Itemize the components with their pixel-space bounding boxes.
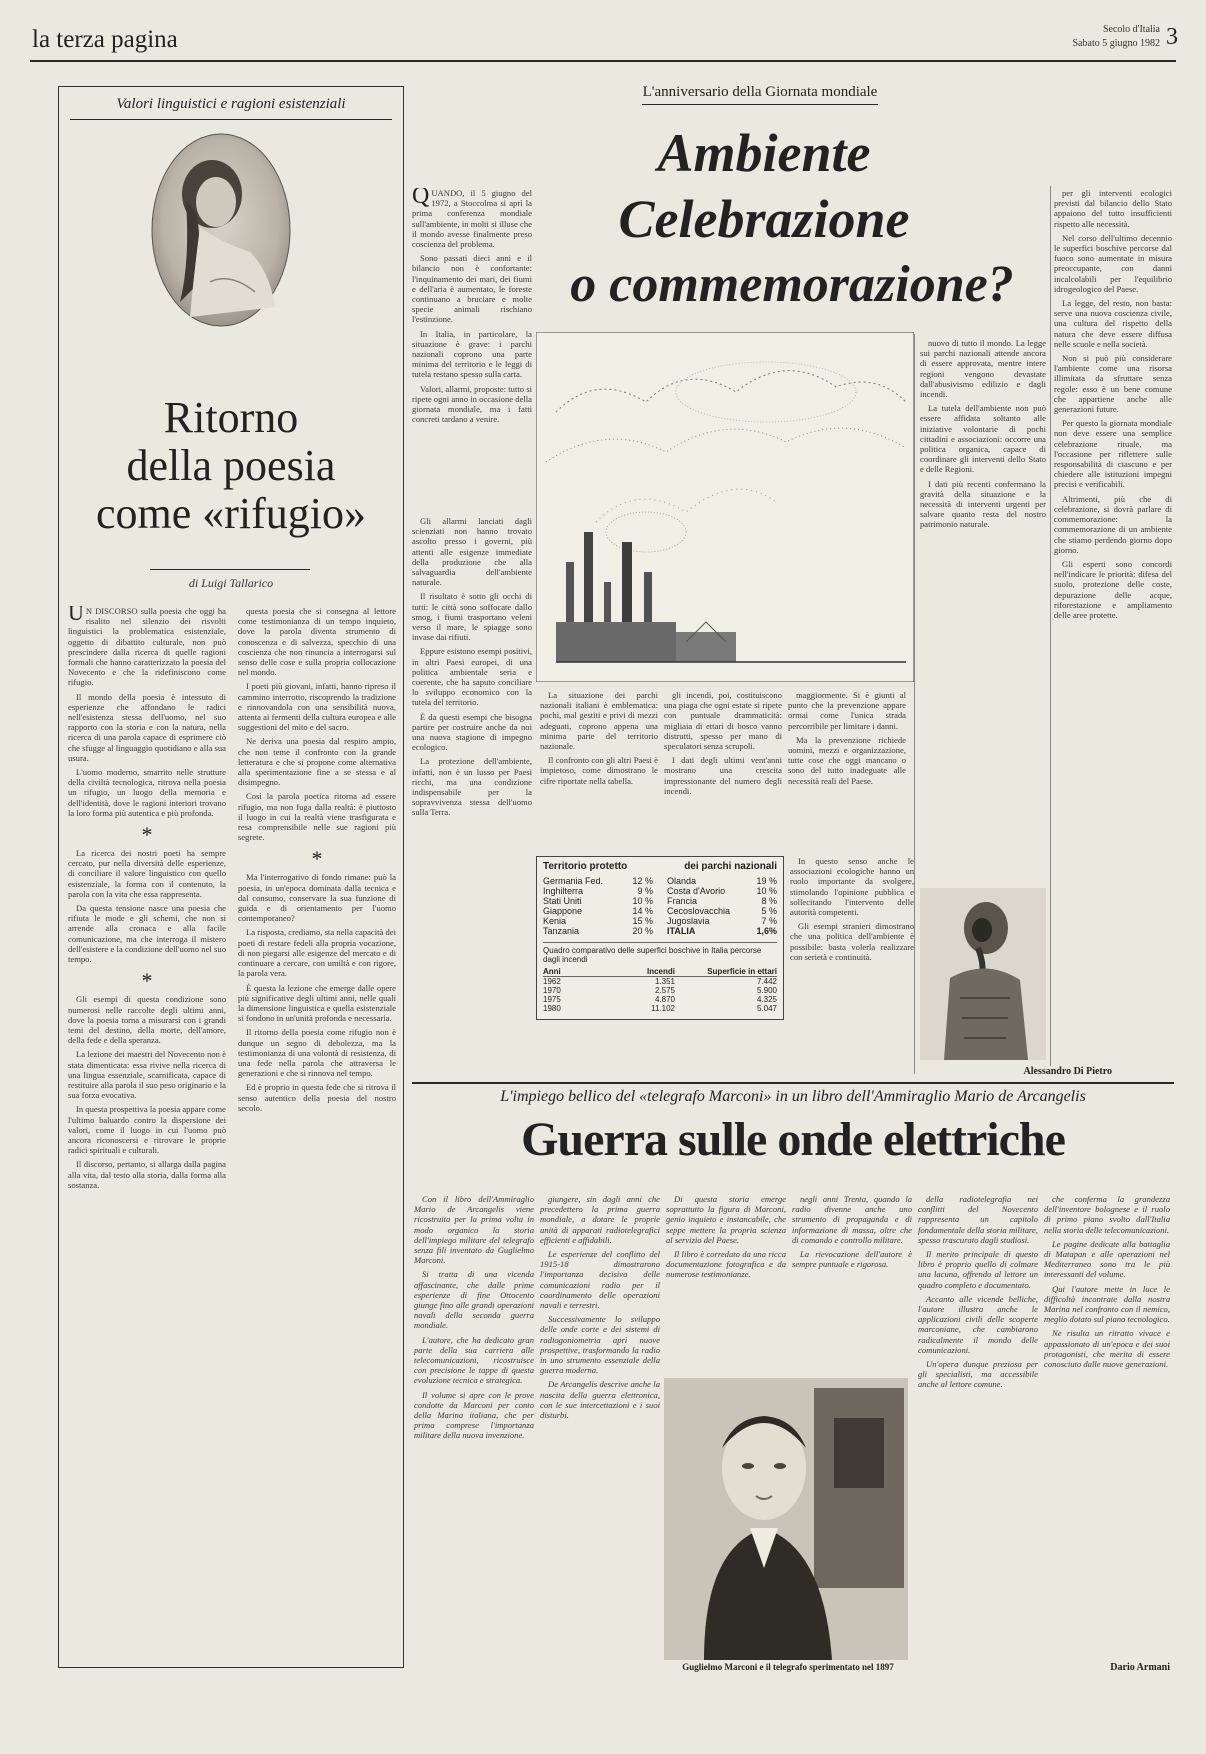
fires-header-area: Superficie in ettari [707,967,777,976]
fires-header-count: Incendi [646,967,675,976]
env-article-kicker: L'anniversario della Giornata mondiale [642,84,878,100]
parks-row: Olanda 19 % [667,876,777,886]
column-rule [914,334,915,1074]
fires-caption: Quadro comparativo delle superfici boschive in Italia percorse dagli incendi [543,942,777,964]
kicker-underline [70,119,392,120]
env-title-line-3: o commemorazione? [570,256,1014,313]
parks-row: Costa d'Avorio 10 % [667,886,777,896]
newspaper-name: Secolo d'Italia [1102,24,1160,35]
env-column-2: Gli allarmi lanciati dagli scienziati non hanno trovato ascolto presso i governi, più attenti alle esigenze immediate della produzione che alla salvaguardia dell'ambiente naturale. Il risultato è sotto gli occhi di tutti: le città sono soffocate dallo smog, i fiumi trasportano veleni verso il mare, le spiagge sono invase dai rifiuti. Eppure esistono esempi positivi, in altri Paesi europei, di una politica ambientale seria e coerente, che ha saputo conciliare lo sviluppo economico con la tutela del territorio. È da questi esempi che bisogna partire per costruire anche da noi una nuova stagione di impegno ecologico. La protezione dell'ambiente, infatti, non è un lusso per Paesi ricchi, ma una condizione indispensabile per la sopravvivenza stessa dell'uomo sulla Terra. [412,516,532,818]
parks-row: Kenia 15 % [543,916,653,926]
fires-row: 1962 1.351 7.442 [543,977,777,986]
fires-row: 1975 4.870 4.325 [543,995,777,1004]
marconi-photo-caption: Guglielmo Marconi e il telegrafo sperimentato nel 1897 [682,1662,894,1672]
env-title-line-2: Celebrazione [618,189,910,249]
left-article-kicker: Valori linguistici e ragioni esistenziali [116,96,346,112]
marconi-column-5: della radiotelegrafia nei conflitti del Novecento rappresenta un capitolo fondamentale della storia militare, spesso trascurato dagli studiosi. Il merito principale di questo libro è proprio quello di colmare una lacuna, offrendo al lettore un quadro completo e documentato. Accanto alle vicende belliche, l'autore illustra anche le applicazioni civili delle scoperte marconiane, che cambiarono radicalmente il mondo delle comunicazioni. Un'opera dunque preziosa per gli specialisti, ma accessibile anche al lettore comune. [918,1194,1038,1390]
fires-header-year: Anni [543,967,561,976]
left-title-line-3: come «rifugio» [95,489,367,538]
parks-row: Cecoslovacchia 5 % [667,906,777,916]
left-lead-text: N DISCORSO sulla poesia che oggi ha risalito nel silenzio dei risvolti linguistici la problematica esistenziale, oggetto di dibattito culturale, non può prescindere dalla ricerca di quelle ragioni formali che hanno caratterizzato la poesia del Novecento e che la ridefiniscono come rifugio. [68,606,226,688]
parks-table-header-1: Territorio protetto [543,861,628,872]
smokestack-illustration [536,332,914,682]
env-drop-cap: Q [412,188,430,209]
env-kicker-underline [642,104,878,105]
marconi-title: Guerra sulle onde elettriche [521,1113,1065,1166]
left-title-line-2: della poesia [126,441,336,490]
env-column-3: La situazione dei parchi nazionali italiani è emblematica: pochi, mal gestiti e privi di mezzi adeguati, coprono appena una minima parte del territorio nazionale. Il confronto con gli altri Paesi è impietoso, come dimostrano le cifre riportate nella tabella. [540,690,658,786]
env-column-4: gli incendi, poi, costituiscono una piaga che ogni estate si ripete con puntuale drammaticità: migliaia di ettari di bosco vanno distrutti, spesso per mano di speculatori senza scrupoli. I dati degli ultimi vent'anni mostrano una crescita impressionante del numero degli incendi. [664,690,782,796]
marconi-photo [664,1378,908,1660]
parks-row: Jugoslavia 7 % [667,916,777,926]
parks-row: Tanzania 20 % [543,926,653,936]
env-author: Alessandro Di Pietro [1023,1066,1112,1077]
left-drop-cap: U [68,606,84,625]
marconi-column-4: negli anni Trenta, quando la radio divenne anche uno strumento di propaganda e di informazione di massa, oltre che di comando e controllo militare. La rievocazione dell'autore è sempre puntuale e rigorosa. [792,1194,912,1270]
marconi-column-3: Di questa storia emerge soprattutto la figura di Marconi, genio inquieto e instancabile, che seppe mettere la propria scienza al servizio del Paese. Il libro è corredato da una ricca documentazione fotografica e da numerose testimonianze. [666,1194,786,1280]
parks-row: Germania Fed. 12 % [543,876,653,886]
parks-row: Inghilterra 9 % [543,886,653,896]
left-title-line-1: Ritorno [163,393,299,442]
marconi-kicker: L'impiego bellico del «telegrafo Marconi» in un libro dell'Ammiraglio Mario de Arcangelis [500,1088,1086,1105]
masthead-rule [30,60,1176,62]
section-label: la terza pagina [32,26,178,53]
parks-table [536,856,784,1020]
env-lead-text: UANDO, il 5 giugno del 1972, a Stoccolma si aprì la prima conferenza mondiale sull'ambiente, in molti si illuse che il mondo avesse finalmente preso coscienza del problema. [412,188,532,250]
parks-row: Stati Uniti 10 % [543,896,653,906]
byline-rule [150,569,310,570]
parks-table-header-2: dei parchi nazionali [684,861,777,872]
env-column-6: In questo senso anche le associazioni ecologiche hanno un ruolo importante da svolgere, stimolando l'opinione pubblica e sollecitando l'intervento delle autorità competenti. Gli esempi stranieri dimostrano che una politica dell'ambiente è possibile: basta volerla realizzare con serietà e continuità. [790,856,914,962]
left-article-column-1: U N DISCORSO sulla poesia che oggi ha risalito nel silenzio dei risvolti linguistici la problematica esistenziale, oggetto di dibattito culturale, non può prescindere dalla ricerca di quelle ragioni formali che hanno caratterizzato la poesia del Novecento e che la ridefiniscono come rifugio. Il mondo della poesia è intessuto di esperienze che affondano le radici nell'esistenza stessa dell'uomo, nel suo rapporto con la storia e con la natura, nella ricerca di una parola capace di esprimere ciò che sfugge al linguaggio quotidiano e alla sua usura. L'uomo moderno, smarrito nelle strutture della civiltà tecnologica, ritrova nella poesia un rifugio, un luogo della memoria e dell'identità, dove le ragioni interiori trovano la loro forma più autentica e più profonda. * La ricerca dei nostri poeti ha sempre cercato, pur nella diversità delle esperienze, di conciliare il valore linguistico con quello esistenziale, la forma con il contenuto, la parola con la vita che essa rappresenta. Da questa tensione nasce una poesia che rifiuta le mode e gli schemi, che non si arrende alla cronaca e alla facile comunicazione, ma che interroga il mistero dell'esistere e la condizione dell'uomo nel suo tempo. * Gli esempi di questa condizione sono numerosi nelle raccolte degli ultimi anni, dove la poesia torna a misurarsi con i grandi temi del destino, della morte, dell'amore, della fede e della speranza. La lezione dei maestri del Novecento non è stata dimenticata: essa rivive nella ricerca di una lingua essenziale, scarnificata, capace di restituire alla parola il suo peso originario e la sua forza evocativa. In questa prospettiva la poesia appare come l'ultimo baluardo contro la dispersione dei valori, come il luogo in cui l'uomo può ancora riconoscersi e ritrovare le proprie radici spirituali e culturali. Il discorso, pertanto, si allarga dalla pagina alla vita, dal testo alla storia, dalla forma alla sostanza. [68,606,226,1190]
parks-row: ITALIA 1,6% [667,926,777,936]
env-column-1: QUANDO, il 5 giugno del 1972, a Stoccolma si aprì la prima conferenza mondiale sull'ambiente, in molti si illuse che il mondo avesse finalmente preso coscienza del problema. Sono passati dieci anni e il bilancio non è confortante: l'inquinamento dei mari, dei fiumi e dell'aria è aumentato, le foreste continuano a bruciare e molte specie animali rischiano l'estinzione. In Italia, in particolare, la situazione è grave: i parchi nazionali coprono una parte minima del territorio e le leggi di tutela restano spesso sulla carta. Valori, allarmi, proposte: tutto si ripete ogni anno in occasione della giornata mondiale, ma i fatti concreti tardano a venire. [412,188,532,425]
fires-row: 1980 11.102 5.047 [543,1004,777,1013]
marconi-column-1: Con il libro dell'Ammiraglio Mario de Arcangelis viene ricostruita per la prima volta in modo organico la storia dell'impiego militare del telegrafo senza fili inventato da Guglielmo Marconi. Si tratta di una vicenda affascinante, che dalle prime esperienze di fine Ottocento giunge fino alle grandi operazioni navali della seconda guerra mondiale. L'autore, che ha dedicato gran parte della sua carriera alle telecomunicazioni, ricostruisce con precisione le tappe di questa evoluzione tecnica e strategica. Il volume si apre con le prove condotte da Marconi per conto della Marina italiana, che per prima comprese l'importanza militare della nuova invenzione. [414,1194,534,1441]
left-byline: di Luigi Tallarico [188,576,274,590]
env-title-line-1: Ambiente [657,123,871,183]
issue-date: Sabato 5 giugno 1982 [1072,38,1160,49]
marconi-top-rule [412,1082,1174,1084]
marconi-column-6: che conferma la grandezza dell'inventore bolognese e il ruolo di primo piano svolto dall'Italia nella storia delle telecomunicazioni. Le pagine dedicate alla battaglia di Matapan e alle operazioni nel Mediterraneo sono tra le più interessanti del volume. Qui l'autore mette in luce le difficoltà incontrate dalla nostra Marina nel confronto con il nemico, meglio dotato sul piano tecnologico. Ne risulta un ritratto vivace e appassionato di un'epoca e dei suoi protagonisti, che merita di essere conosciuto dalle nuove generazioni. [1044,1194,1170,1370]
env-column-right-1: nuovo di tutto il mondo. La legge sui parchi nazionali attende ancora di essere approvata, mentre intere regioni vengono devastate dall'abusivismo edilizio e dagli incendi. La tutela dell'ambiente non può essere affidata soltanto alle iniziative volontarie di pochi cittadini e associazioni: occorre una politica organica, capace di coordinare gli interventi dello Stato e delle Regioni. I dati più recenti confermano la gravità della situazione e la necessità di interventi urgenti per salvare quanto resta del nostro patrimonio naturale. [920,338,1046,530]
fires-row: 1970 2.575 5.900 [543,986,777,995]
env-column-5: maggiormente. Si è giunti al punto che la prevenzione appare ormai come l'unica strada percorribile per limitare i danni. Ma la prevenzione richiede uomini, mezzi e organizzazione, tutte cose che oggi mancano o sono del tutto inadeguate alle necessità reali del Paese. [788,690,906,786]
parks-row: Giappone 14 % [543,906,653,916]
left-article-column-2: questa poesia che si consegna al lettore come testimonianza di un tempo inquieto, dove la parola diventa strumento di conoscenza e di salvezza, specchio di una coscienza che non rinuncia a interrogarsi sul senso delle cose e sulla propria collocazione nel mondo. I poeti più giovani, infatti, hanno ripreso il cammino interrotto, riscoprendo la tradizione e rinnovandola con una sensibilità nuova, attenta ai fermenti della cultura europea e alle suggestioni del mito e del sacro. Ne deriva una poesia dal respiro ampio, che non teme il confronto con la grande letteratura e che si propone come alternativa alla sperimentazione fine a se stessa e al disimpegno. Così la parola poetica ritorna ad essere rifugio, ma non fuga dalla realtà: è piuttosto il luogo in cui la realtà viene trasfigurata e resa comprensibile nelle sue ragioni più segrete. * Ma l'interrogativo di fondo rimane: può la poesia, in un'epoca dominata dalla tecnica e dal consumo, conservare la sua funzione di guida e di orientamento per l'uomo contemporaneo? La risposta, crediamo, sta nella capacità dei poeti di restare fedeli alla propria vocazione, di non piegarsi alle esigenze del mercato e di continuare a cercare, con umiltà e con rigore, la parola vera. È questa la lezione che emerge dalle opere più significative degli ultimi anni, nelle quali la dimensione linguistica e quella esistenziale si fondono in un'unità profonda e necessaria. Il ritorno della poesia come rifugio non è dunque un segno di debolezza, ma la testimonianza di una volontà di resistenza, di una fede nella parola che attraversa le generazioni e che si rinnova nel tempo. Ed è proprio in questa fede che si ritrova il senso autentico della poesia del nostro secolo. [238,606,396,1113]
marconi-author: Dario Armani [1110,1662,1170,1673]
portrait-image [150,132,292,328]
env-column-far-right: per gli interventi ecologici previsti dal bilancio dello Stato appaiono del tutto insufficienti rispetto alle necessità. Nel corso dell'ultimo decennio le superfici boschive percorse dal fuoco sono aumentate in misura preoccupante, con danni incalcolabili per l'equilibrio idrogeologico del Paese. La legge, del resto, non basta: serve una nuova coscienza civile, una cultura del rispetto della natura che deve essere diffusa nelle scuole e nella società. Non si può più considerare l'ambiente come una risorsa illimitata da sfruttare senza regole: esso è un bene comune che appartiene anche alle generazioni future. Per questo la giornata mondiale non deve essere una semplice celebrazione rituale, ma l'occasione per riflettere sulle responsabilità di ciascuno e per chiedere alle istituzioni impegni precisi e verificabili. Altrimenti, più che di celebrazione, si dovrà parlare di commemorazione: la commemorazione di un ambiente che stiamo perdendo giorno dopo giorno. Gli esperti sono concordi nell'indicare le priorità: difesa del suolo, protezione delle coste, depurazione delle acque, riforestazione e ampliamento delle aree protette. [1054,188,1172,620]
gas-mask-photo [920,888,1046,1060]
column-rule [1050,186,1051,1066]
page-number: 3 [1166,24,1178,50]
parks-row: Francia 8 % [667,896,777,906]
marconi-column-2: giungere, sin dagli anni che precedettero la prima guerra mondiale, a dotare le proprie unità di apparati radiotelegrafici efficienti e affidabili. Le esperienze del conflitto del 1915-18 dimostrarono l'importanza decisiva delle comunicazioni radio per il coordinamento delle operazioni navali e terrestri. Successivamente lo sviluppo delle onde corte e dei sistemi di radiogoniometria aprì nuove prospettive, trasformando la radio in uno strumento essenziale della guerra moderna. De Arcangelis descrive anche la nascita della guerra elettronica, con le sue intercettazioni e i suoi disturbi. [540,1194,660,1421]
